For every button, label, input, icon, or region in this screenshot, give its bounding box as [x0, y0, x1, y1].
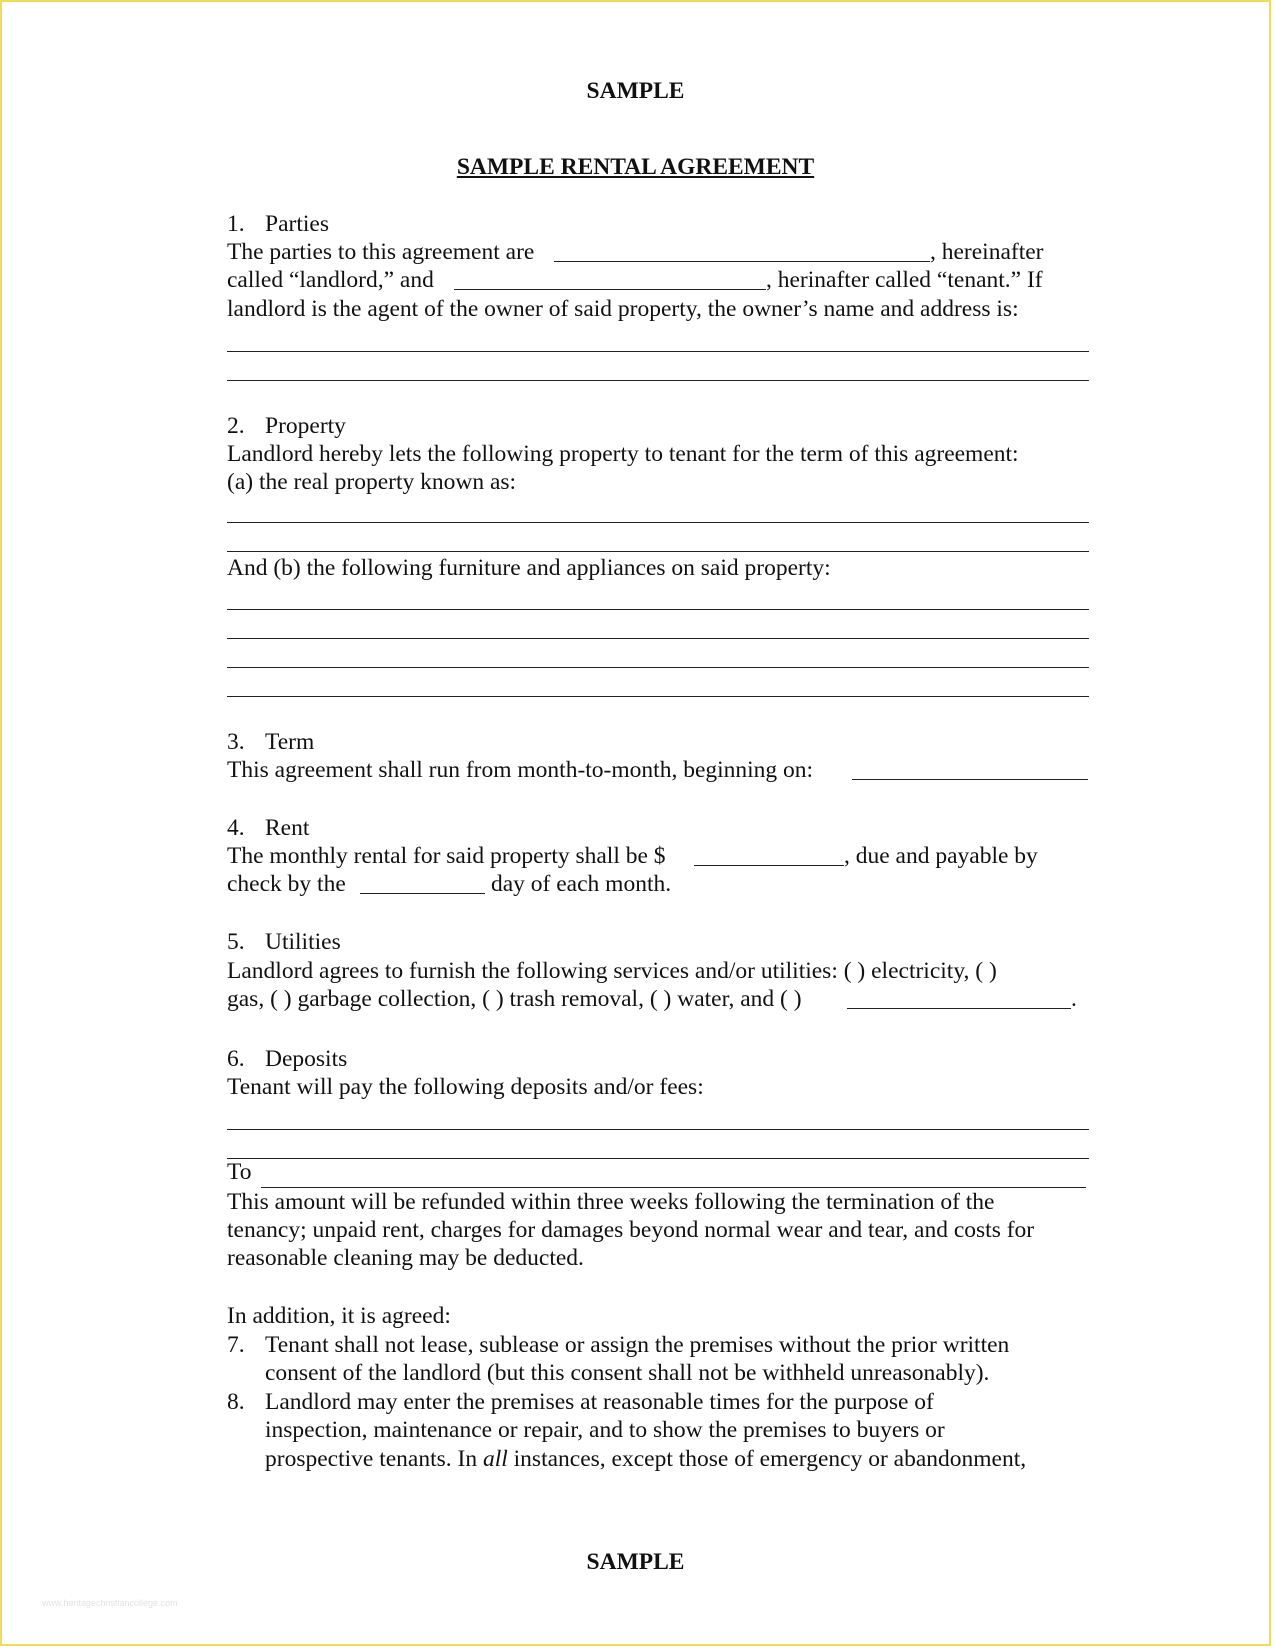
- section-2-heading: [227, 412, 346, 440]
- clause-8-line-2: inspection, maintenance or repair, and to show the premises to buyers or: [265, 1417, 945, 1443]
- section-3-title: Term: [265, 729, 315, 755]
- section-6-number: 6.: [227, 1046, 245, 1072]
- s2-line-3: And (b) the following furniture and appliances on said property:: [227, 555, 831, 581]
- other-utility-blank[interactable]: [847, 1008, 1071, 1009]
- watermark-text: www.heritagechristiancollege.com: [42, 1598, 178, 1608]
- real-property-blank-2[interactable]: [227, 551, 1089, 552]
- clause-8-line-3: [265, 1445, 1026, 1473]
- section-6-heading: [227, 1045, 347, 1073]
- section-4-number: 4.: [227, 815, 245, 841]
- deposits-blank-2[interactable]: [227, 1158, 1089, 1159]
- real-property-blank-1[interactable]: [227, 522, 1089, 523]
- section-4-title: Rent: [265, 815, 310, 841]
- furniture-blank-3[interactable]: [227, 667, 1089, 668]
- s4-line-1a: The monthly rental for said property shall be $: [227, 843, 666, 869]
- section-6-title: Deposits: [265, 1046, 348, 1072]
- section-1-number: 1.: [227, 211, 245, 237]
- s6-line-1: Tenant will pay the following deposits and/or fees:: [227, 1074, 704, 1100]
- clause-7-text-1: Tenant shall not lease, sublease or assign the premises without the prior written: [265, 1332, 1010, 1358]
- furniture-blank-1[interactable]: [227, 609, 1089, 610]
- s4-line-1b: , due and payable by: [844, 843, 1038, 869]
- addition-intro: In addition, it is agreed:: [227, 1303, 451, 1329]
- s1-line-1a: The parties to this agreement are: [227, 239, 535, 265]
- section-2-number: 2.: [227, 413, 245, 439]
- s4-line-2a: check by the: [227, 871, 346, 897]
- landlord-name-blank[interactable]: [554, 261, 930, 262]
- s6-para-1: This amount will be refunded within three weeks following the termination of the: [227, 1189, 995, 1215]
- clause-7-line-1: [227, 1331, 1009, 1359]
- clause-8-number: 8.: [227, 1389, 245, 1415]
- section-5-title: Utilities: [265, 929, 341, 955]
- section-2-title: Property: [265, 413, 346, 439]
- section-3-heading: [227, 728, 314, 756]
- owner-address-blank-1[interactable]: [227, 351, 1089, 352]
- furniture-blank-4[interactable]: [227, 696, 1089, 697]
- owner-address-blank-2[interactable]: [227, 380, 1089, 381]
- section-4-heading: [227, 814, 309, 842]
- tenant-name-blank[interactable]: [454, 289, 766, 290]
- s2-line-1: Landlord hereby lets the following property to tenant for the term of this agreement:: [227, 441, 1019, 467]
- section-3-number: 3.: [227, 729, 245, 755]
- clause-8-emphasis: all: [482, 1446, 508, 1472]
- deposits-blank-1[interactable]: [227, 1129, 1089, 1130]
- s6-to-label: To: [227, 1159, 252, 1185]
- s2-line-2: (a) the real property known as:: [227, 469, 517, 495]
- document-title: [2, 153, 1269, 181]
- s3-line-1: This agreement shall run from month-to-month, beginning on:: [227, 757, 814, 783]
- clause-7-number: 7.: [227, 1332, 245, 1358]
- clause-8-line-1: [227, 1388, 934, 1416]
- clause-8-text-3a: prospective tenants. In: [265, 1446, 478, 1472]
- section-5-number: 5.: [227, 929, 245, 955]
- s1-line-3: landlord is the agent of the owner of said property, the owner’s name and address is:: [227, 296, 1019, 322]
- header-sample: SAMPLE: [586, 78, 685, 104]
- s1-line-2b: , herinafter called “tenant.” If: [766, 267, 1043, 293]
- clause-8-text-1: Landlord may enter the premises at reasonable times for the purpose of: [265, 1389, 934, 1415]
- s5-line-2a: gas, ( ) garbage collection, ( ) trash removal, ( ) water, and ( ): [227, 986, 802, 1012]
- s6-para-3: reasonable cleaning may be deducted.: [227, 1245, 584, 1271]
- clause-7-line-2: consent of the landlord (but this consent shall not be withheld unreasonably).: [265, 1360, 990, 1386]
- furniture-blank-2[interactable]: [227, 638, 1089, 639]
- section-1-heading: [227, 210, 329, 238]
- footer-sample: SAMPLE: [586, 1549, 685, 1575]
- section-5-heading: [227, 928, 341, 956]
- document-title-text: SAMPLE RENTAL AGREEMENT: [456, 154, 815, 180]
- s4-line-2b: day of each month.: [491, 871, 672, 897]
- s1-line-2a: called “landlord,” and: [227, 267, 434, 293]
- due-day-blank[interactable]: [360, 893, 485, 894]
- rent-amount-blank[interactable]: [694, 865, 844, 866]
- s6-para-2: tenancy; unpaid rent, charges for damages beyond normal wear and tear, and costs for: [227, 1217, 1035, 1243]
- s5-line-2b: .: [1071, 986, 1077, 1012]
- section-1-title: Parties: [265, 211, 329, 237]
- start-date-blank[interactable]: [852, 779, 1088, 780]
- clause-8-text-3b: instances, except those of emergency or abandonment,: [513, 1446, 1027, 1472]
- s1-line-1b: , hereinafter: [930, 239, 1044, 265]
- s5-line-1: Landlord agrees to furnish the following services and/or utilities: ( ) electricity, ( ): [227, 958, 997, 984]
